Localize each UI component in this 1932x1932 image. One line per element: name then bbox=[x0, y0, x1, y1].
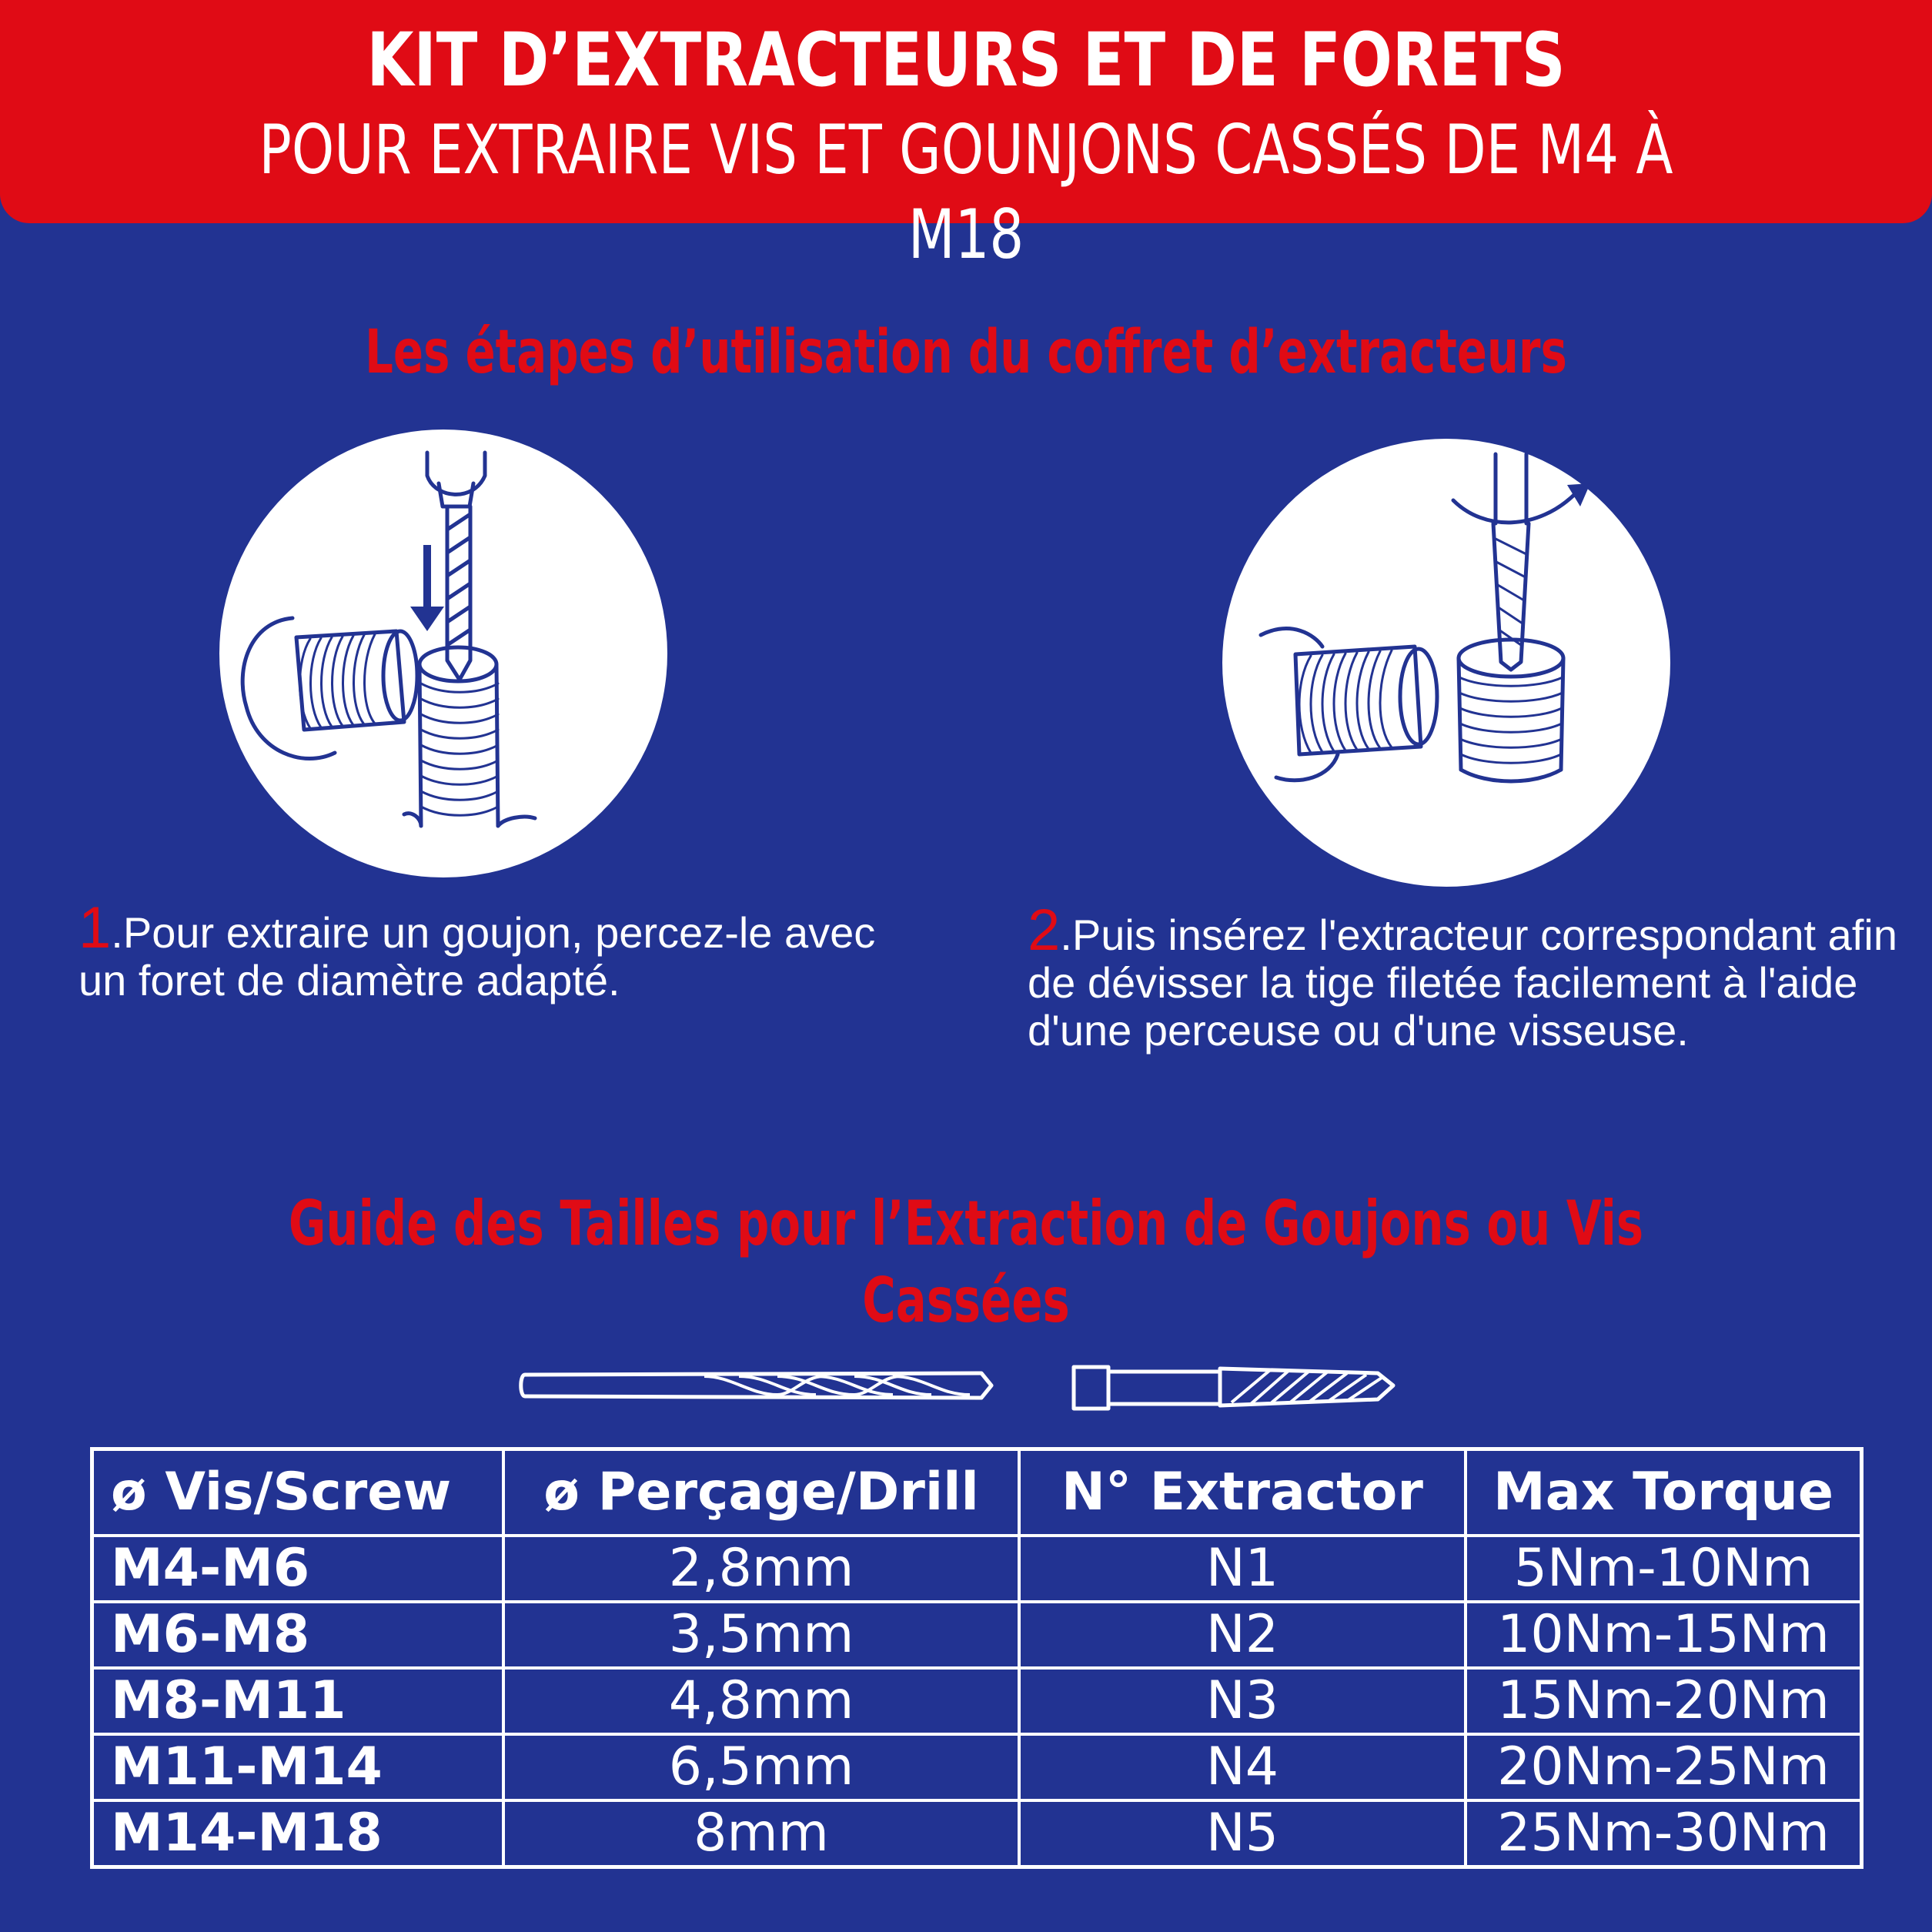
step-1-text bbox=[79, 895, 894, 1004]
cell-torque: 15Nm-20Nm bbox=[1466, 1668, 1862, 1734]
cell-screw: M14-M18 bbox=[92, 1800, 504, 1867]
cell-torque: 20Nm-25Nm bbox=[1466, 1734, 1862, 1800]
cell-extractor: N2 bbox=[1019, 1602, 1466, 1668]
cell-screw: M4-M6 bbox=[92, 1536, 504, 1602]
step-2-text bbox=[1028, 897, 1920, 1055]
extractor-unscrew-icon bbox=[1222, 439, 1670, 887]
cell-screw: M6-M8 bbox=[92, 1602, 504, 1668]
table-row bbox=[92, 1800, 1862, 1867]
size-guide-table bbox=[90, 1447, 1863, 1869]
header-torque: Max Torque bbox=[1466, 1449, 1862, 1536]
cell-extractor: N1 bbox=[1019, 1536, 1466, 1602]
cell-extractor: N4 bbox=[1019, 1734, 1466, 1800]
header-drill: ø Perçage/Drill bbox=[503, 1449, 1019, 1536]
cell-drill: 3,5mm bbox=[503, 1602, 1019, 1668]
cell-torque: 25Nm-30Nm bbox=[1466, 1800, 1862, 1867]
step-2-number: 2 bbox=[1028, 897, 1061, 963]
header-banner bbox=[0, 0, 1932, 274]
steps-section-title: Les étapes d’utilisation du coffret d’extracteurs bbox=[365, 318, 1567, 387]
page-subtitle: POUR EXTRAIRE VIS ET GOUNJONS CASSÉS DE M4 À M18 bbox=[259, 110, 1673, 274]
cell-extractor: N3 bbox=[1019, 1668, 1466, 1734]
cell-drill: 8mm bbox=[503, 1800, 1019, 1867]
guide-section-title: Guide des Tailles pour l’Extraction de Goujons ou Vis Cassées bbox=[288, 1188, 1644, 1336]
cell-screw: M11-M14 bbox=[92, 1734, 504, 1800]
cell-drill: 2,8mm bbox=[503, 1536, 1019, 1602]
drill-into-stud-icon bbox=[219, 430, 667, 877]
table-row bbox=[92, 1536, 1862, 1602]
table-row bbox=[92, 1734, 1862, 1800]
table-row bbox=[92, 1602, 1862, 1668]
cell-torque: 10Nm-15Nm bbox=[1466, 1602, 1862, 1668]
step-2-description: .Puis insérez l'extracteur correspondant afin de dévisser la tige filetée facilement à l'aide d'une perceuse ou d'une visseuse. bbox=[1028, 911, 1897, 1055]
extractor-bit-icon bbox=[1074, 1367, 1393, 1409]
page-title: KIT D’EXTRACTEURS ET DE FORETS bbox=[366, 17, 1566, 103]
step-1-number: 1 bbox=[79, 895, 112, 961]
header-screw: ø Vis/Screw bbox=[92, 1449, 504, 1536]
step-1-illustration bbox=[219, 430, 667, 877]
cell-screw: M8-M11 bbox=[92, 1668, 504, 1734]
cell-torque: 5Nm-10Nm bbox=[1466, 1536, 1862, 1602]
cell-extractor: N5 bbox=[1019, 1800, 1466, 1867]
tool-icons bbox=[0, 1355, 1932, 1424]
header-extractor: N° Extractor bbox=[1019, 1449, 1466, 1536]
step-1-description: .Pour extraire un goujon, percez-le avec un foret de diamètre adapté. bbox=[79, 908, 876, 1004]
step-2-illustration bbox=[1222, 439, 1670, 887]
cell-drill: 6,5mm bbox=[503, 1734, 1019, 1800]
table-header-row bbox=[92, 1449, 1862, 1536]
drill-bit-icon bbox=[521, 1373, 991, 1398]
cell-drill: 4,8mm bbox=[503, 1668, 1019, 1734]
table-row bbox=[92, 1668, 1862, 1734]
